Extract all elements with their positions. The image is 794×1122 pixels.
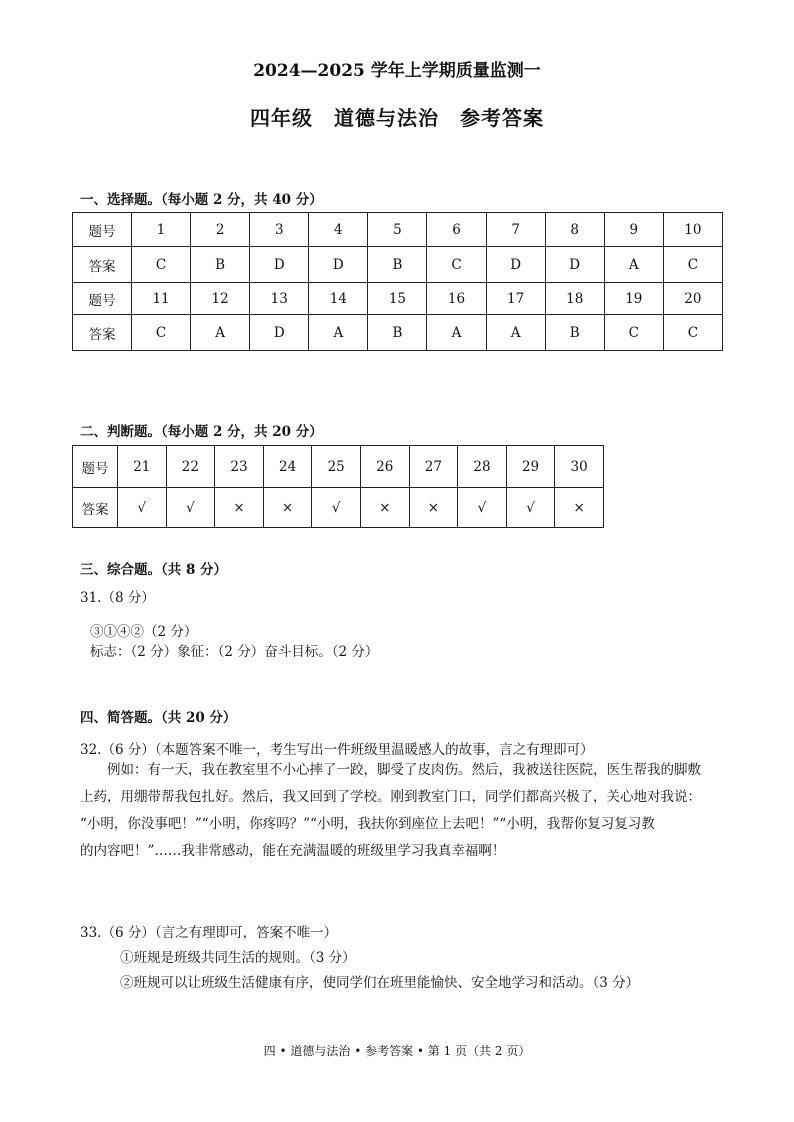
q32-answer [80, 757, 720, 865]
q31-answer-line1: ③①④②（2 分） [90, 624, 198, 640]
q31-title: 31.（8 分） [80, 590, 155, 606]
document-title: 2024—2025 学年上学期质量监测一 [253, 61, 541, 81]
answer-cell: × [409, 488, 458, 528]
answer-cell: D [250, 315, 309, 351]
answer-cell: C [663, 315, 722, 351]
section2-heading: 二、判断题。（每小题 2 分，共 20 分） [80, 424, 323, 440]
answer-cell: C [427, 247, 486, 283]
answer-cell: A [486, 315, 545, 351]
answer-cell: √ [118, 488, 167, 528]
answer-cell: A [191, 315, 250, 351]
question-number: 15 [368, 283, 427, 315]
answer-cell: A [309, 315, 368, 351]
question-number: 22 [166, 446, 215, 488]
question-number: 21 [118, 446, 167, 488]
table-row [73, 247, 723, 283]
row-label: 题号 [73, 213, 132, 247]
row-label: 题号 [73, 283, 132, 315]
row-label: 答案 [73, 315, 132, 351]
page-footer: 四 • 道德与法治 • 参考答案 • 第 1 页（共 2 页） [263, 1044, 531, 1058]
question-number: 10 [663, 213, 722, 247]
answer-cell: D [309, 247, 368, 283]
question-number: 16 [427, 283, 486, 315]
question-number: 17 [486, 283, 545, 315]
answer-cell: √ [506, 488, 555, 528]
question-number: 1 [132, 213, 191, 247]
question-number: 3 [250, 213, 309, 247]
question-number: 5 [368, 213, 427, 247]
question-number: 24 [263, 446, 312, 488]
question-number: 14 [309, 283, 368, 315]
answer-cell: A [604, 247, 663, 283]
answer-cell: D [545, 247, 604, 283]
question-number: 12 [191, 283, 250, 315]
question-number: 6 [427, 213, 486, 247]
question-number: 19 [604, 283, 663, 315]
row-label: 题号 [73, 446, 118, 488]
answer-cell: √ [166, 488, 215, 528]
q32-line: 的内容吧！”……我非常感动，能在充满温暖的班级里学习我真幸福啊！ [80, 843, 506, 859]
question-number: 23 [215, 446, 264, 488]
table-row [73, 488, 604, 528]
answer-cell: × [263, 488, 312, 528]
question-number: 8 [545, 213, 604, 247]
answer-cell: C [132, 315, 191, 351]
answer-cell: × [215, 488, 264, 528]
answer-cell: D [250, 247, 309, 283]
table-row [73, 283, 723, 315]
q32-line: 例如：有一天，我在教室里不小心摔了一跤，脚受了皮肉伤。然后，我被送往医院，医生帮我的脚敷 [80, 762, 701, 778]
table-row [73, 315, 723, 351]
answer-cell: √ [312, 488, 361, 528]
answer-cell: √ [458, 488, 507, 528]
answer-cell: D [486, 247, 545, 283]
q33-answer-line1: ①班规是班级共同生活的规则。（3 分） [120, 950, 356, 966]
row-label: 答案 [73, 488, 118, 528]
choice-answer-table [72, 212, 723, 351]
question-number: 29 [506, 446, 555, 488]
answer-cell: C [132, 247, 191, 283]
question-number: 2 [191, 213, 250, 247]
q33-answer-line2: ②班规可以让班级生活健康有序，使同学们在班里能愉快、安全地学习和活动。（3 分） [120, 975, 640, 991]
answer-cell: C [663, 247, 722, 283]
question-number: 4 [309, 213, 368, 247]
answer-cell: C [604, 315, 663, 351]
section3-heading: 三、综合题。（共 8 分） [80, 562, 228, 578]
question-number: 30 [555, 446, 604, 488]
answer-cell: B [368, 247, 427, 283]
q32-line: “小明，你没事吧！”“小明，你疼吗？”“小明，我扶你到座位上去吧！”“小明，我帮你复习复习教 [80, 816, 655, 832]
question-number: 11 [132, 283, 191, 315]
section1-heading: 一、选择题。（每小题 2 分，共 40 分） [80, 192, 323, 208]
question-number: 28 [458, 446, 507, 488]
question-number: 9 [604, 213, 663, 247]
q32-title: 32.（6 分）（本题答案不唯一，考生写出一件班级里温暖感人的故事，言之有理即可） [80, 742, 594, 758]
answer-cell: × [555, 488, 604, 528]
question-number: 7 [486, 213, 545, 247]
q33-title: 33.（6 分）（言之有理即可，答案不唯一） [80, 925, 338, 941]
answer-cell: B [191, 247, 250, 283]
answer-cell: A [427, 315, 486, 351]
section4-heading: 四、简答题。（共 20 分） [80, 710, 237, 726]
question-number: 18 [545, 283, 604, 315]
q32-line: 上药，用绷带帮我包扎好。然后，我又回到了学校。刚到教室门口，同学们都高兴极了，关心地对我说： [80, 789, 701, 805]
answer-cell: B [545, 315, 604, 351]
table-row [73, 213, 723, 247]
question-number: 20 [663, 283, 722, 315]
row-label: 答案 [73, 247, 132, 283]
document-subtitle: 四年级 道德与法治 参考答案 [250, 106, 544, 130]
question-number: 25 [312, 446, 361, 488]
answer-cell: × [360, 488, 409, 528]
table-row [73, 446, 604, 488]
answer-cell: B [368, 315, 427, 351]
question-number: 27 [409, 446, 458, 488]
q31-answer-line2: 标志：（2 分）象征：（2 分）奋斗目标。（2 分） [90, 644, 379, 660]
question-number: 13 [250, 283, 309, 315]
judgment-answer-table [72, 445, 604, 528]
question-number: 26 [360, 446, 409, 488]
